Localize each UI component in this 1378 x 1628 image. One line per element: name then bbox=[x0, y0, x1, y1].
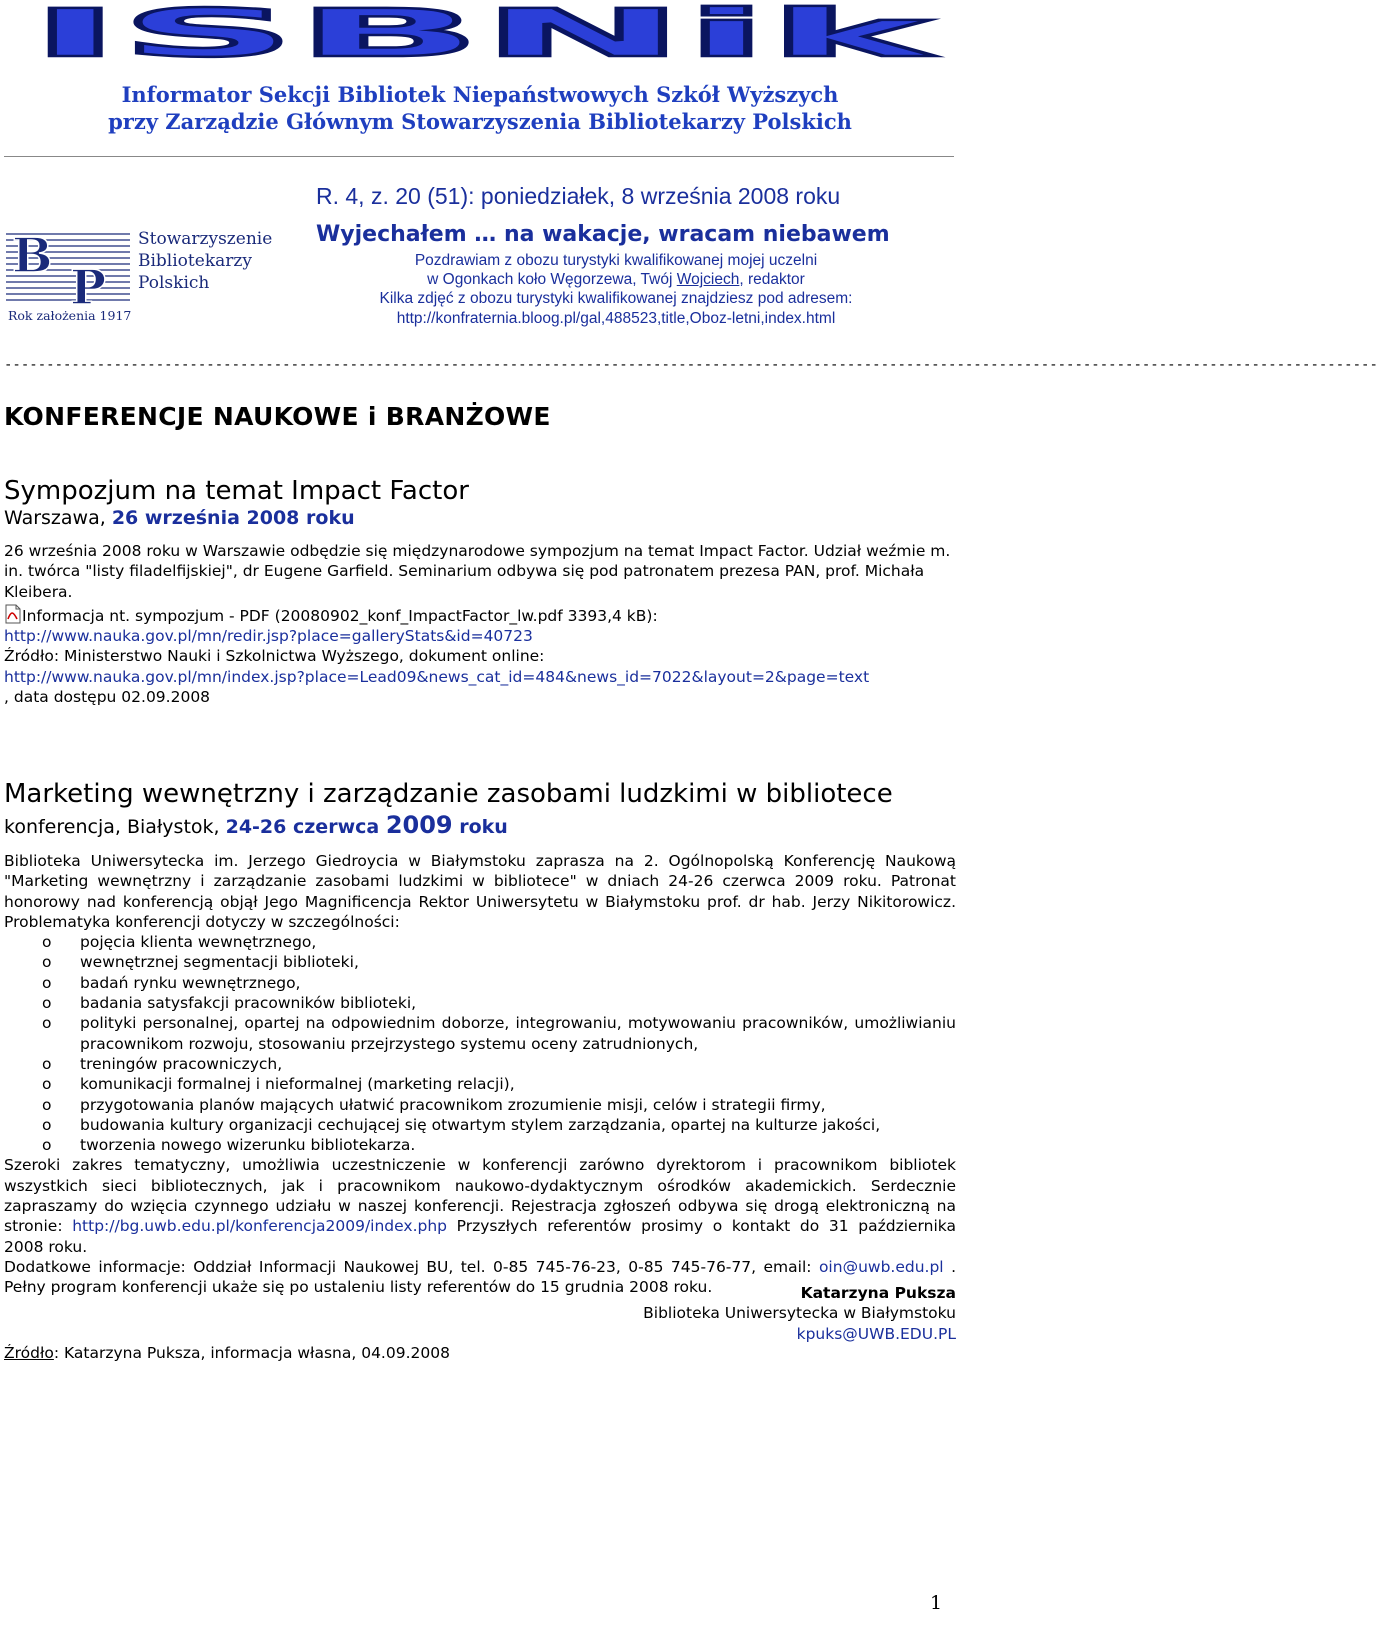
announcement-line-2 bbox=[316, 271, 916, 289]
isbnik-logo-text: ISBNik bbox=[30, 0, 938, 72]
list-item bbox=[4, 1074, 956, 1094]
signature bbox=[4, 1283, 956, 1344]
bullet: o bbox=[42, 1014, 52, 1033]
isbnik-logo bbox=[10, 0, 950, 72]
article2-paragraph-2 bbox=[4, 1155, 956, 1256]
announcement-headline: Wyjechałem … na wakacje, wracam niebawem bbox=[316, 222, 890, 247]
list-item bbox=[4, 1095, 956, 1115]
list-item bbox=[4, 993, 956, 1013]
list-item bbox=[4, 973, 956, 993]
announcement-line-3: Kilka zdjęć z obozu turystyki kwalifikowanej znajdziesz pod adresem: bbox=[379, 290, 853, 307]
list-item bbox=[4, 952, 956, 972]
article1-place: Warszawa, bbox=[4, 507, 112, 529]
list-item-text: badania satysfakcji pracowników biblioteki, bbox=[80, 994, 417, 1013]
signature-name: Katarzyna Puksza bbox=[800, 1284, 956, 1302]
article2-dates: 24-26 czerwca bbox=[225, 816, 386, 838]
article2-source bbox=[4, 1343, 956, 1363]
conference-link[interactable]: http://bg.uwb.edu.pl/konferencja2009/index.php bbox=[72, 1217, 448, 1236]
article2-paragraph-3-text: Dodatkowe informacje: Oddział Informacji Naukowej BU, tel. 0-85 745-76-23, 0-85 745-76-77, email: bbox=[4, 1257, 819, 1276]
article1-source-link[interactable]: http://www.nauka.gov.pl/mn/index.jsp?place=Lead09&news_cat_id=484&news_id=7022&layout=2&page=text bbox=[4, 667, 870, 686]
bullet: o bbox=[42, 994, 52, 1013]
sbp-name-line-2: Bibliotekarzy bbox=[138, 251, 252, 271]
article2-subtitle bbox=[4, 811, 508, 839]
announcement-line-2-suffix: , redaktor bbox=[739, 271, 805, 288]
list-item-text: pojęcia klienta wewnętrznego, bbox=[80, 933, 317, 952]
pdf-icon bbox=[4, 604, 22, 624]
signature-org: Biblioteka Uniwersytecka w Białymstoku bbox=[643, 1304, 956, 1323]
article1-access-date: , data dostępu 02.09.2008 bbox=[4, 688, 211, 707]
article2-body bbox=[4, 851, 956, 1298]
article1-paragraph: 26 września 2008 roku w Warszawie odbędzie się międzynarodowe sympozjum na temat Impact Factor. Udział weźmie m. in. twórca "listy filadelfijskiej", dr Eugene Garfield. Seminarium odbywa się pod patronatem prezesa PAN, prof. Michała Kleibera. bbox=[4, 542, 951, 601]
article2-paragraph-3-end: . Pełny program konferencji ukaże się po ustaleniu listy referentów do 15 grudnia 2008 roku. bbox=[4, 1257, 956, 1297]
article1-source-link-row bbox=[4, 667, 956, 687]
header-divider bbox=[4, 156, 954, 157]
bullet: o bbox=[42, 973, 52, 992]
article1-title: Sympozjum na temat Impact Factor bbox=[4, 476, 469, 506]
bullet: o bbox=[42, 1075, 52, 1094]
article1-source: Źródło: Ministerstwo Nauki i Szkolnictwa Wyższego, dokument online: bbox=[4, 647, 545, 666]
page-number: 1 bbox=[930, 1592, 943, 1614]
announcement-link-row bbox=[316, 310, 916, 328]
bullet: o bbox=[42, 1054, 52, 1073]
section-title: KONFERENCJE NAUKOWE i BRANŻOWE bbox=[4, 402, 551, 431]
article2-year: 2009 bbox=[385, 811, 453, 839]
article1-info-row bbox=[4, 604, 956, 626]
list-item-text: wewnętrznej segmentacji biblioteki, bbox=[80, 953, 359, 972]
bullet: o bbox=[42, 1095, 52, 1114]
bullet: o bbox=[42, 933, 52, 952]
sbp-name-line-3: Polskich bbox=[138, 273, 210, 293]
list-item-text: komunikacji formalnej i nieformalnej (marketing relacji), bbox=[80, 1075, 515, 1094]
list-item bbox=[4, 932, 956, 952]
sbp-letter-p: P bbox=[70, 260, 107, 316]
source-text: : Katarzyna Puksza, informacja własna, 04.09.2008 bbox=[53, 1344, 450, 1362]
list-item-text: treningów pracowniczych, bbox=[80, 1054, 283, 1073]
list-item-text: budowania kultury organizacji cechującej się otwartym stylem zarządzania, opartej na kulturze jakości, bbox=[80, 1115, 881, 1134]
source-label: Źródło bbox=[4, 1344, 54, 1362]
sbp-emblem bbox=[6, 228, 130, 316]
article2-roku: roku bbox=[452, 816, 508, 838]
list-item-text: tworzenia nowego wizerunku bibliotekarza. bbox=[80, 1136, 416, 1155]
bullet: o bbox=[42, 1115, 52, 1134]
announcement-line-2-text: w Ogonkach koło Węgorzewa, Twój bbox=[427, 271, 677, 288]
sbp-name-line-1: Stowarzyszenie bbox=[138, 229, 273, 249]
bullet: o bbox=[42, 1136, 52, 1155]
article1-info-link-row bbox=[4, 626, 956, 646]
list-item-text: badań rynku wewnętrznego, bbox=[80, 973, 301, 992]
sbp-logo bbox=[4, 228, 294, 324]
topic-list bbox=[4, 932, 956, 1155]
issue-line: R. 4, z. 20 (51): poniedziałek, 8 września 2008 roku bbox=[316, 183, 841, 209]
editor-name: Wojciech bbox=[676, 271, 740, 288]
article1-date: 26 września 2008 roku bbox=[111, 507, 355, 529]
gallery-link[interactable]: http://konfraternia.bloog.pl/gal,488523,title,Oboz-letni,index.html bbox=[396, 310, 836, 327]
list-item bbox=[4, 1135, 956, 1155]
signature-email-link[interactable]: kpuks@UWB.EDU.PL bbox=[796, 1324, 956, 1343]
article2-paragraph-2-end: Przyszłych referentów prosimy o kontakt do 31 października 2008 roku. bbox=[4, 1217, 956, 1256]
article1-info-link[interactable]: http://www.nauka.gov.pl/mn/redir.jsp?place=galleryStats&id=40723 bbox=[4, 627, 533, 646]
contact-email-link[interactable]: oin@uwb.edu.pl bbox=[818, 1257, 944, 1276]
sbp-founded: Rok założenia 1917 bbox=[8, 308, 132, 323]
list-item-text: przygotowania planów mających ułatwić pracownikom zrozumienie misji, celów i strategii firmy, bbox=[80, 1095, 826, 1114]
list-item bbox=[4, 1013, 956, 1054]
announcement-line-1: Pozdrawiam z obozu turystyki kwalifikowanej mojej uczelni bbox=[414, 252, 818, 269]
list-item bbox=[4, 1054, 956, 1074]
article2-paragraph-2-text: Szeroki zakres tematyczny, umożliwia uczestniczenie w konferencji zarówno dyrektorom i pracownikom bibliotek wszystkich sieci bibliotecznych, jak i pracownikom naukowo-dydaktycznym ośrodków akademickich. Serdecznie zapraszamy do wzięcia czynnego udziału w naszej konferencji. Rejestracja zgłoszeń odbywa się drogą elektroniczną na stronie: bbox=[4, 1156, 956, 1236]
article2-subtitle-text: konferencja, Białystok, bbox=[4, 816, 226, 838]
dashed-divider: ------------------------------------------------------------------------------------------------------------------------------------------------------------------- bbox=[4, 357, 1378, 373]
list-item-text: polityki personalnej, opartej na odpowiednim doborze, integrowaniu, motywowaniu pracowników, umożliwianiu pracownikom rozwoju, stosowaniu przejrzystego systemu oceny zatrudnionych, bbox=[80, 1014, 956, 1053]
list-item bbox=[4, 1115, 956, 1135]
article2-title: Marketing wewnętrzny i zarządzanie zasobami ludzkimi w bibliotece bbox=[4, 779, 893, 809]
article1-info: Informacja nt. sympozjum - PDF (20080902_konf_ImpactFactor_lw.pdf 3393,4 kB): bbox=[22, 606, 658, 625]
bullet: o bbox=[42, 953, 52, 972]
sbp-letter-b: B bbox=[12, 228, 53, 284]
header-line-1: Informator Sekcji Bibliotek Niepaństwowych Szkół Wyższych bbox=[121, 82, 839, 107]
article1-subtitle bbox=[4, 507, 355, 529]
article1-body bbox=[4, 541, 956, 707]
header-line-2: przy Zarządzie Głównym Stowarzyszenia Bibliotekarzy Polskich bbox=[108, 109, 852, 134]
article2-intro: Biblioteka Uniwersytecka im. Jerzego Giedroycia w Białymstoku zaprasza na 2. Ogólnopolską Konferencję Naukową "Marketing wewnętrzny i zarządzanie zasobami ludzkimi w bibliotece" w dniach 24-26 czerwca 2009 roku. Patronat honorowy nad konferencją objął Jego Magnificencja Rektor Uniwersytetu w Białymstoku prof. dr hab. Jerzy Nikitorowicz. Problematyka konferencji dotyczy w szczególności: bbox=[4, 852, 956, 931]
signature-email-row bbox=[4, 1324, 956, 1344]
